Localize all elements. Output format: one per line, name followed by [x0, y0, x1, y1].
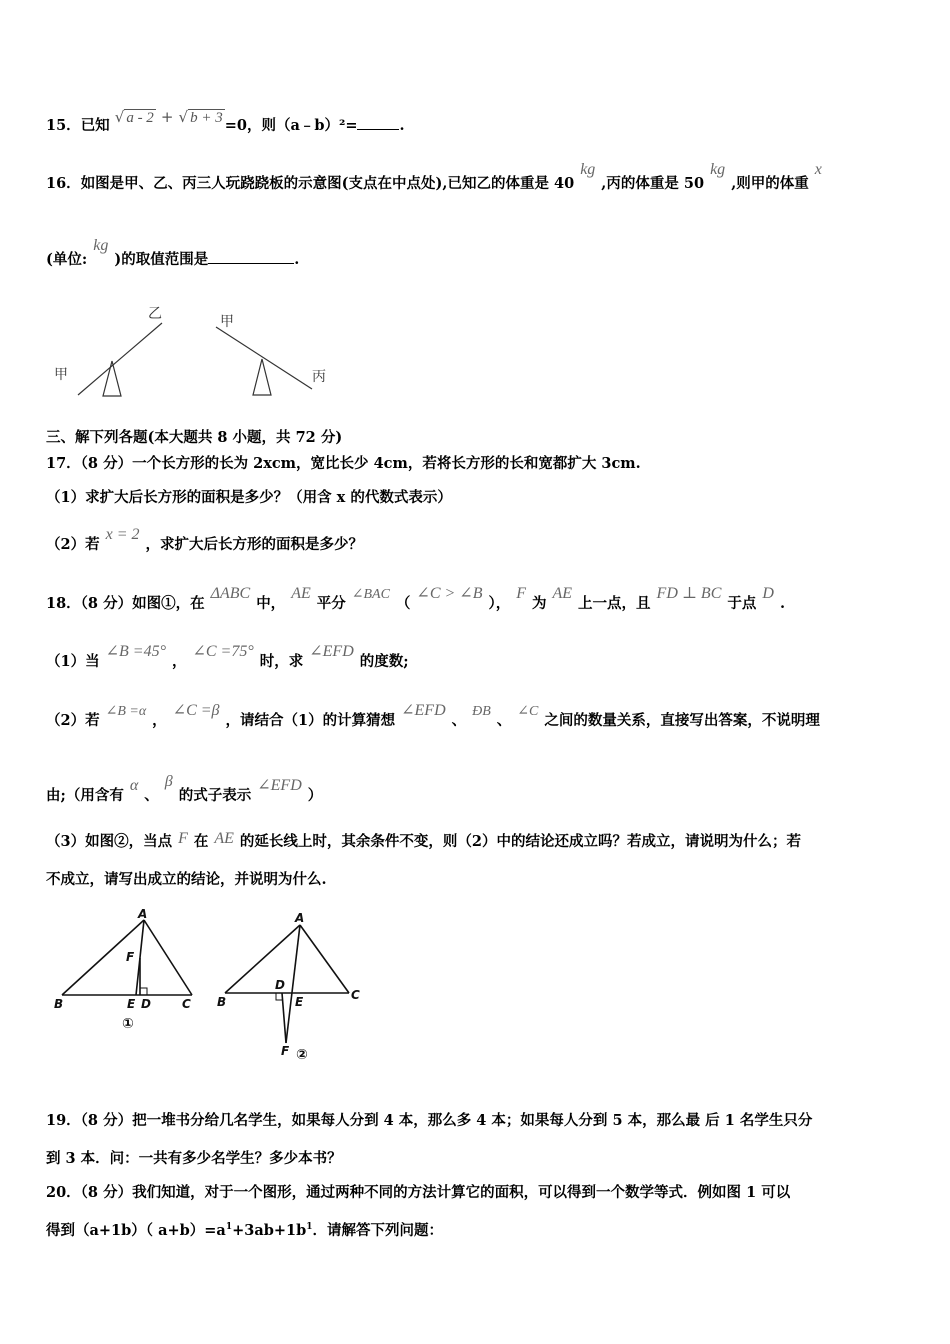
q16-text-3: ,则甲的体重	[731, 175, 809, 192]
q20-text: ．请解答下列问题：	[312, 1222, 443, 1239]
q18-text: ）	[307, 787, 323, 804]
question-16-line-2	[46, 237, 910, 270]
plus-sign: +	[160, 108, 174, 126]
point-e: E	[295, 995, 304, 1009]
math: ∠EFD	[401, 702, 446, 719]
q18-part-1	[46, 643, 910, 672]
point-a: A	[138, 907, 148, 921]
math: β	[164, 773, 173, 790]
triangle-figure-2	[0, 905, 380, 1075]
question-20-cont	[46, 1221, 910, 1243]
math: D	[762, 585, 774, 602]
math: AE	[552, 585, 573, 602]
question-16-line-1	[46, 161, 910, 194]
question-19: 19．（8 分）把一堆书分给几名学生，如果每人分到 4 本，那么多 4 本；如果每人分到 5 本，那么最 后 1 名学生只分	[46, 1112, 813, 1129]
figure-label-2: ②	[296, 1047, 308, 1063]
figure-label-1: ①	[122, 1016, 134, 1032]
point-c: C	[182, 997, 191, 1011]
answer-blank[interactable]	[357, 115, 399, 130]
q16-text: 如图是甲、乙、丙三人玩跷跷板的示意图(支点在中点处),已知乙的体重是 40	[80, 175, 575, 192]
point-e: E	[127, 997, 136, 1011]
period: .	[294, 251, 300, 268]
q18-text: 、	[496, 712, 512, 729]
math: ∠C	[517, 704, 539, 719]
point-d: D	[275, 978, 285, 992]
q18-text: （	[395, 595, 411, 612]
math-x-equals-2: x = 2	[105, 526, 140, 543]
side-ab	[225, 925, 300, 993]
question-number: 16．	[46, 175, 81, 192]
q18-text: 平分	[316, 595, 346, 612]
variable-x: x	[814, 161, 822, 178]
math: ∠B =α	[105, 704, 147, 719]
label-jia: 甲	[54, 367, 68, 383]
q18-text: ，	[152, 712, 167, 729]
math: ∠C =β	[172, 702, 220, 719]
unit-kg: kg	[710, 161, 726, 178]
point-b: B	[217, 995, 227, 1009]
segment-af	[286, 925, 300, 1043]
q18-part-3-cont: 不成立，请写出成立的结论，并说明为什么.	[46, 871, 327, 888]
q18-text: 、	[144, 787, 159, 804]
q18-text: .	[779, 595, 785, 612]
q18-text: 、	[451, 712, 467, 729]
math: F	[178, 830, 188, 847]
q18-text: 为	[532, 595, 547, 612]
side-ac	[300, 925, 349, 993]
point-f: F	[281, 1044, 290, 1058]
label-yi: 乙	[148, 306, 162, 322]
q15-text: 已知	[80, 117, 110, 134]
q18-text: 的式子表示	[178, 787, 252, 804]
label-jia: 甲	[220, 314, 234, 330]
q17-text: （2）若	[46, 536, 100, 553]
point-a: A	[295, 911, 305, 925]
math: ∠EFD	[309, 643, 354, 660]
q18-part-2	[46, 702, 910, 732]
q18-text: 中，	[256, 595, 286, 612]
q18-text: 的度数;	[359, 653, 409, 670]
seesaw-right	[216, 327, 312, 395]
point-f: F	[126, 950, 135, 964]
question-number: 15．	[46, 117, 81, 134]
q18-text: 时，求	[259, 653, 304, 670]
q18-text: 的延长线上时，其余条件不变，则（2）中的结论还成立吗？若成立，请说明为什么；若	[239, 833, 802, 850]
q17-part-2	[46, 526, 910, 555]
q18-text: （2）若	[46, 712, 100, 729]
q18-text: 18．（8 分）如图①，在	[46, 595, 205, 612]
q16-text-2: ,丙的体重是 50	[601, 175, 705, 192]
period: .	[399, 117, 405, 134]
unit-kg: kg	[93, 237, 109, 254]
q20-text: 得到（a+1b）（ a+b）=a	[46, 1222, 226, 1239]
question-18	[46, 585, 910, 615]
q16-text-5: )的取值范围是	[114, 251, 209, 268]
q20-text: +3ab+1b	[232, 1222, 307, 1239]
math: AE	[214, 830, 234, 847]
unit-kg: kg	[580, 161, 596, 178]
q18-text: ，请结合（1）的计算猜想	[225, 712, 396, 729]
question-20: 20．（8 分）我们知道，对于一个图形，通过两种不同的方法计算它的面积，可以得到一个数学等式．例如图 1 可以	[46, 1184, 791, 1201]
point-c: C	[351, 988, 360, 1002]
q15-text-2: =0，则（a﹣b）²=	[224, 117, 358, 134]
math: ÐB	[472, 704, 491, 719]
section-title: 三、解下列各题(本大题共 8 小题，共 72 分)	[46, 429, 343, 446]
q18-text: 上一点，且	[578, 595, 651, 612]
superscript: 1	[306, 1222, 313, 1232]
q18-part-2-cont	[46, 773, 910, 806]
seesaw-figure	[0, 295, 360, 410]
q18-text: 在	[193, 833, 209, 850]
q18-text: 由;（用含有	[46, 787, 124, 804]
question-15	[46, 108, 910, 136]
math: ∠C > ∠B	[416, 585, 483, 602]
superscript: 1	[225, 1222, 233, 1232]
q18-text: （3）如图②，当点	[46, 833, 173, 850]
q18-text: 于点	[727, 595, 757, 612]
question-17: 17．（8 分）一个长方形的长为 2xcm，宽比长少 4cm，若将长方形的长和宽都扩大 3cm.	[46, 455, 641, 472]
sqrt-b-expression: √ b + 3	[178, 108, 223, 126]
math: ΔABC	[210, 585, 251, 602]
q18-text: 之间的数量关系，直接写出答案，不说明理	[544, 712, 820, 729]
sqrt-a-expression: √ a - 2	[114, 108, 154, 126]
q18-text: ），	[488, 595, 511, 612]
point-d: D	[141, 997, 151, 1011]
point-b: B	[54, 997, 64, 1011]
math: ∠EFD	[257, 777, 302, 794]
q18-text: ，	[171, 653, 187, 670]
q18-part-3	[46, 832, 910, 852]
answer-blank[interactable]	[208, 249, 294, 264]
label-bing: 丙	[312, 369, 326, 385]
q17-part-1: （1）求扩大后长方形的面积是多少？（用含 x 的代数式表示）	[46, 489, 452, 506]
seesaw-left	[78, 323, 162, 396]
math: ∠B =45°	[105, 643, 166, 660]
math: AE	[291, 585, 311, 602]
math: α	[129, 777, 139, 794]
question-19-cont: 到 3 本．问：一共有多少名学生？多少本书？	[46, 1150, 342, 1167]
math: ∠C =75°	[192, 643, 254, 660]
q17-text-2: ，求扩大后长方形的面积是多少？	[145, 536, 363, 553]
q18-text: （1）当	[46, 653, 100, 670]
math: F	[516, 585, 526, 602]
math: ∠BAC	[351, 587, 390, 602]
math: FD ⊥ BC	[656, 585, 722, 602]
q16-text-4: (单位:	[46, 251, 88, 268]
